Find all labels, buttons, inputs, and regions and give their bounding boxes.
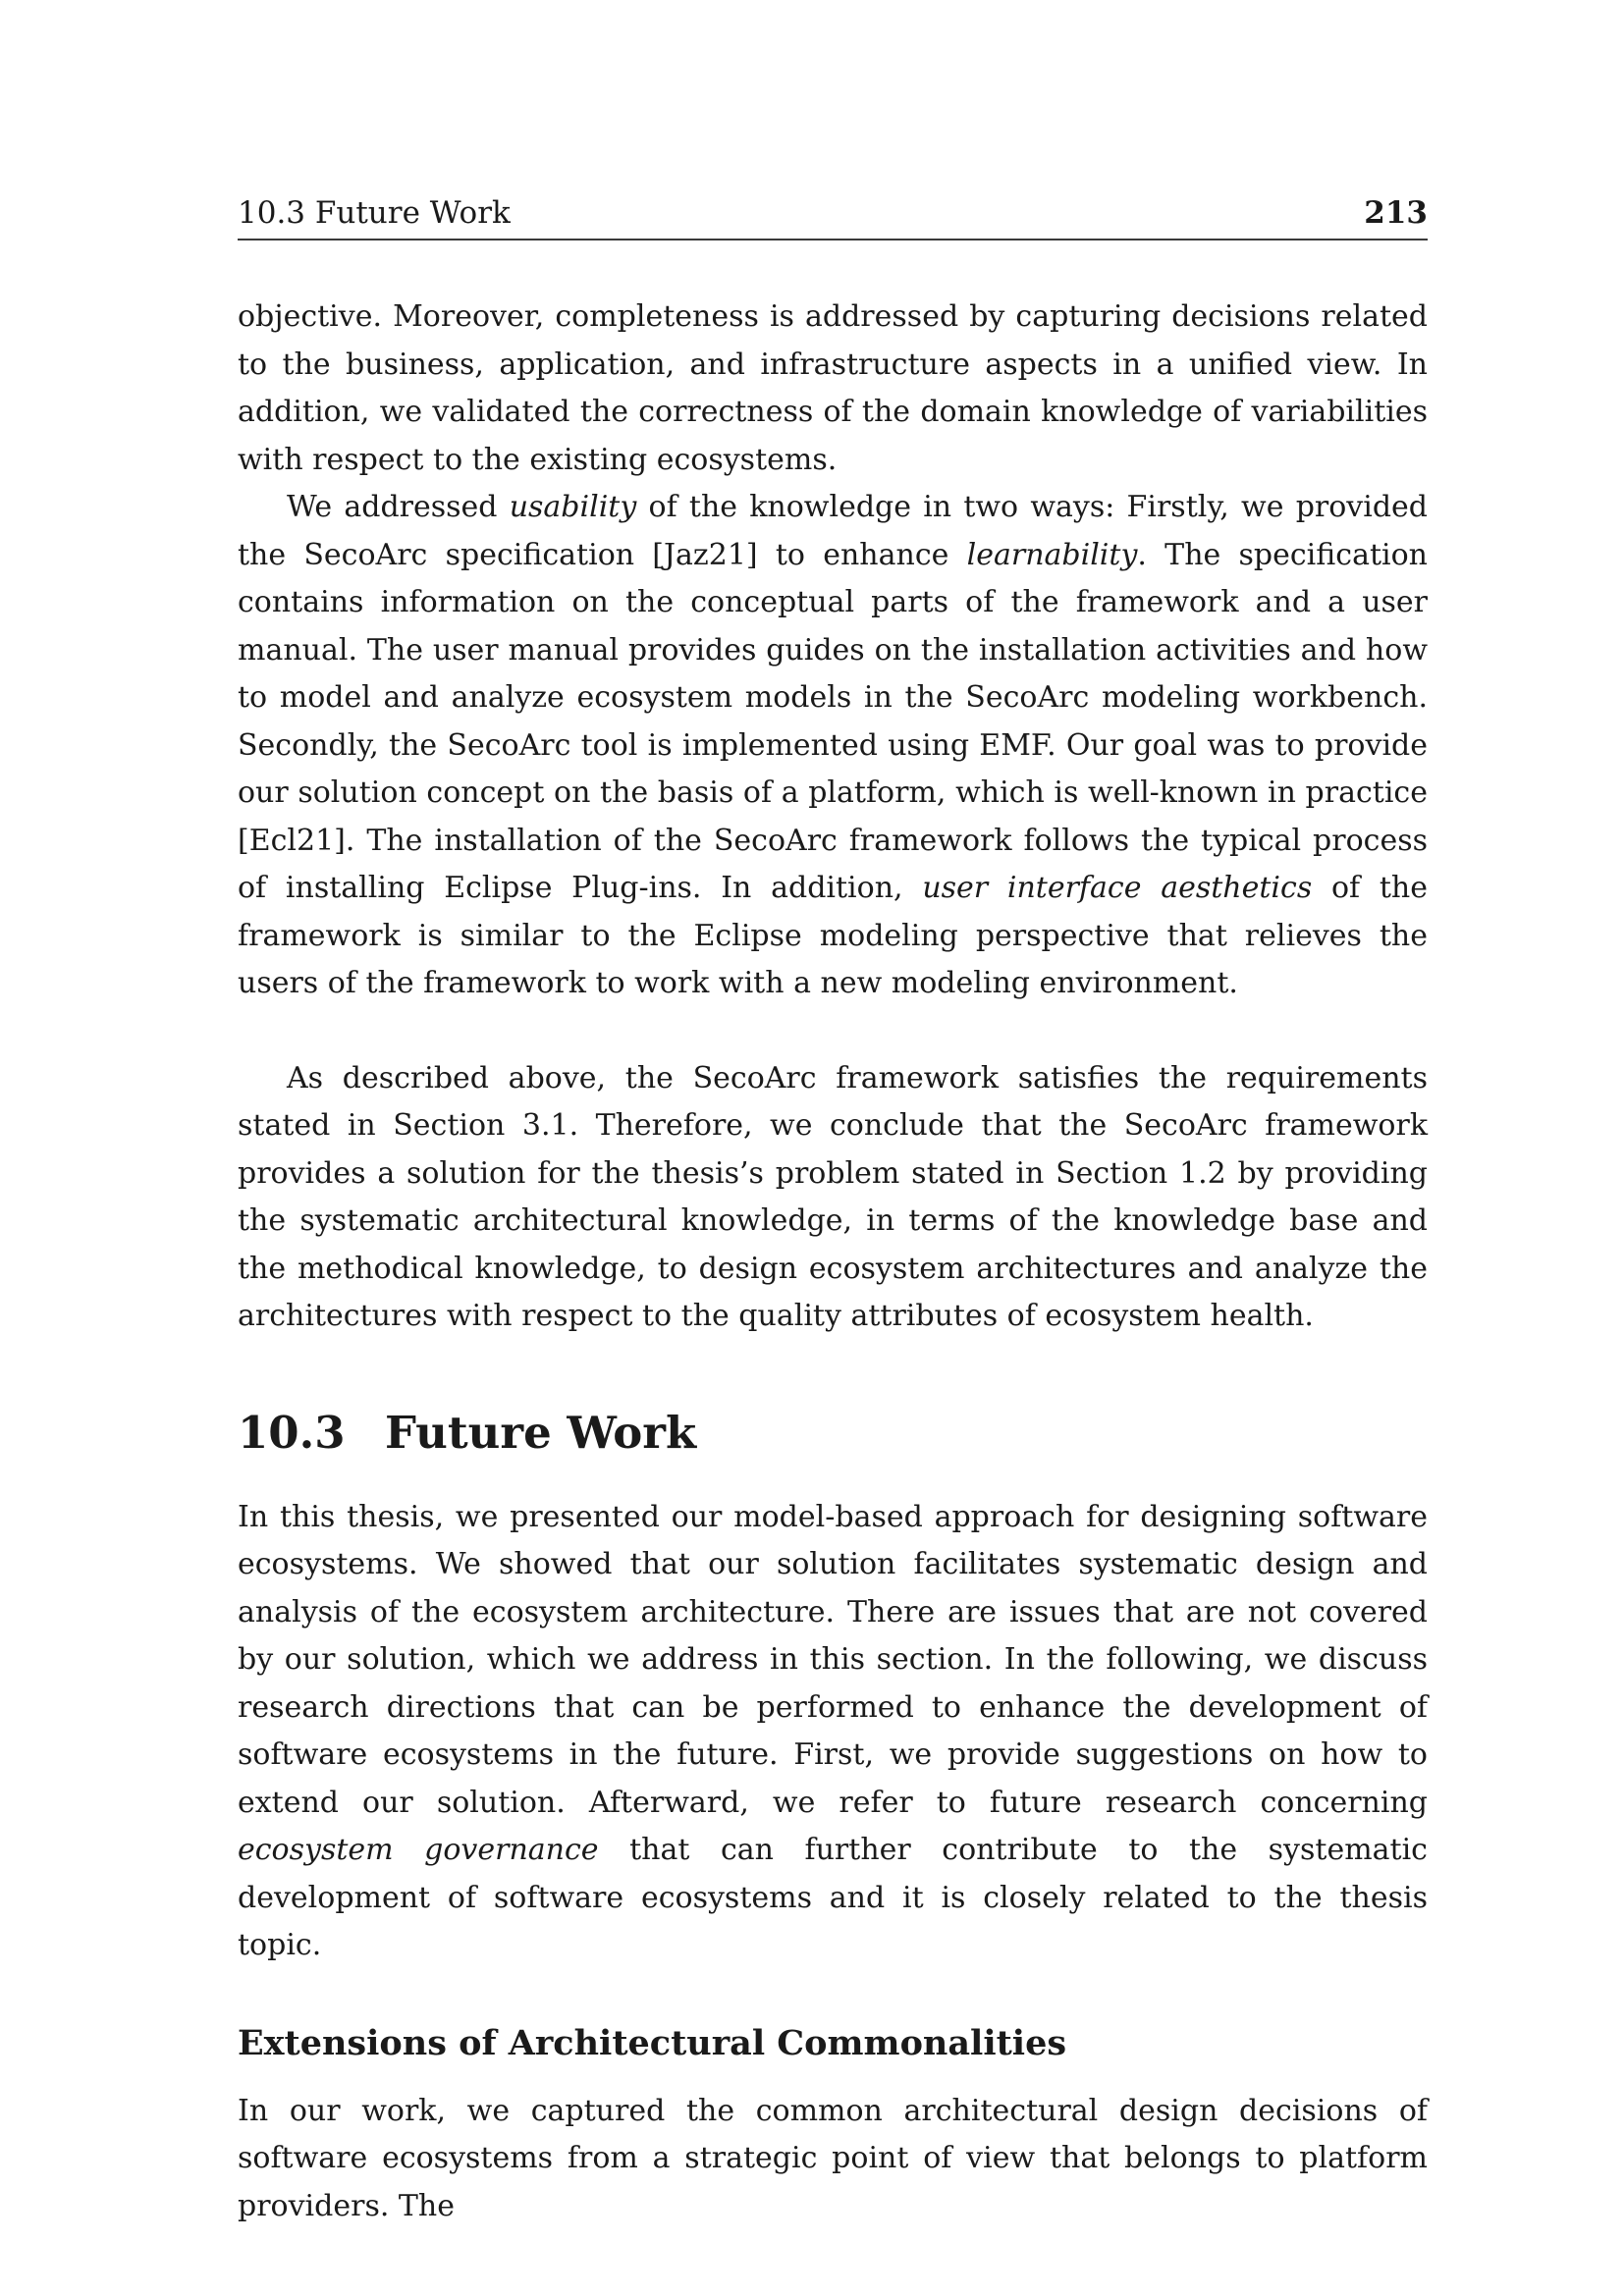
emphasis-usability: usability bbox=[509, 490, 637, 524]
text-run: In this thesis, we presented our model-based approach for designing software ecosystems. We showed that our solution facilitates systematic design and analysis of the ecosystem architecture. There are issues that are not covered by our solution, which we address in this section. In the following, we discuss research directions that can be performed to enhance the development of software ecosystems in the future. First, we provide suggestions on how to extend our solution. Afterward, we refer to future research concerning bbox=[238, 1499, 1428, 1820]
text-run: . The specification contains information on the conceptual parts of the framework and a user manual. The user manual provides guides on the installation activities and how to model and analyze ecosystem models in the SecoArc modeling workbench. Secondly, the SecoArc tool is implemented using EMF. Our goal was to provide our solution concept on the basis of a platform, which is well-known in practice [Ecl21]. The installation of the SecoArc framework follows the typical process of installing Eclipse Plug-ins. In addition, bbox=[238, 537, 1428, 905]
paragraph-future-work-intro bbox=[238, 1494, 1428, 1970]
body-text bbox=[238, 294, 1428, 2230]
emphasis-ui-aesthetics: user interface aesthetics bbox=[922, 871, 1313, 905]
text-run: of the framework is similar to the Eclipse modeling perspective that relieves the users of the framework to work with a new modeling environment. bbox=[238, 871, 1429, 1000]
paragraph-usability bbox=[238, 484, 1428, 1008]
page-number: 213 bbox=[1364, 195, 1428, 231]
section-title: Future Work bbox=[385, 1406, 697, 1459]
text-run: of the knowledge in two ways: Firstly, we provided the SecoArc specification [Jaz21] to enhance bbox=[238, 490, 1428, 572]
running-header bbox=[238, 192, 1428, 240]
document-page bbox=[238, 192, 1428, 2230]
text-run: We addressed bbox=[287, 490, 510, 524]
subsection-heading: Extensions of Architectural Commonalities bbox=[238, 2022, 1067, 2063]
paragraph-conclusion: As described above, the SecoArc framework satisfies the requirements stated in Section 3.1. Therefore, we conclude that the SecoArc framework provides a solution for the thesis’s problem stated in Section 1.2 by providing the systematic architectural knowledge, in terms of the knowledge base and the methodical knowledge, to design ecosystem architectures and analyze the architectures with respect to the quality attributes of ecosystem health. bbox=[238, 1060, 1428, 1333]
emphasis-ecosystem-governance: ecosystem governance bbox=[238, 1833, 599, 1867]
paragraph-objective: objective. Moreover, completeness is addressed by capturing decisions related to the business, application, and infrastructure aspects in a unified view. In addition, we validated the correctness of the domain knowledge of variabilities with respect to the existing ecosystems. bbox=[238, 299, 1428, 477]
section-heading bbox=[238, 1406, 1428, 1461]
running-head-section: 10.3 Future Work bbox=[238, 195, 511, 231]
section-number: 10.3 bbox=[238, 1406, 346, 1459]
text-run: that can further contribute to the systematic development of software ecosystems and it is closely related to the thesis topic. bbox=[238, 1833, 1428, 1962]
emphasis-learnability: learnability bbox=[966, 537, 1138, 572]
paragraph-extensions: In our work, we captured the common architectural design decisions of software ecosystems from a strategic point of view that belongs to platform providers. The bbox=[238, 2093, 1428, 2223]
